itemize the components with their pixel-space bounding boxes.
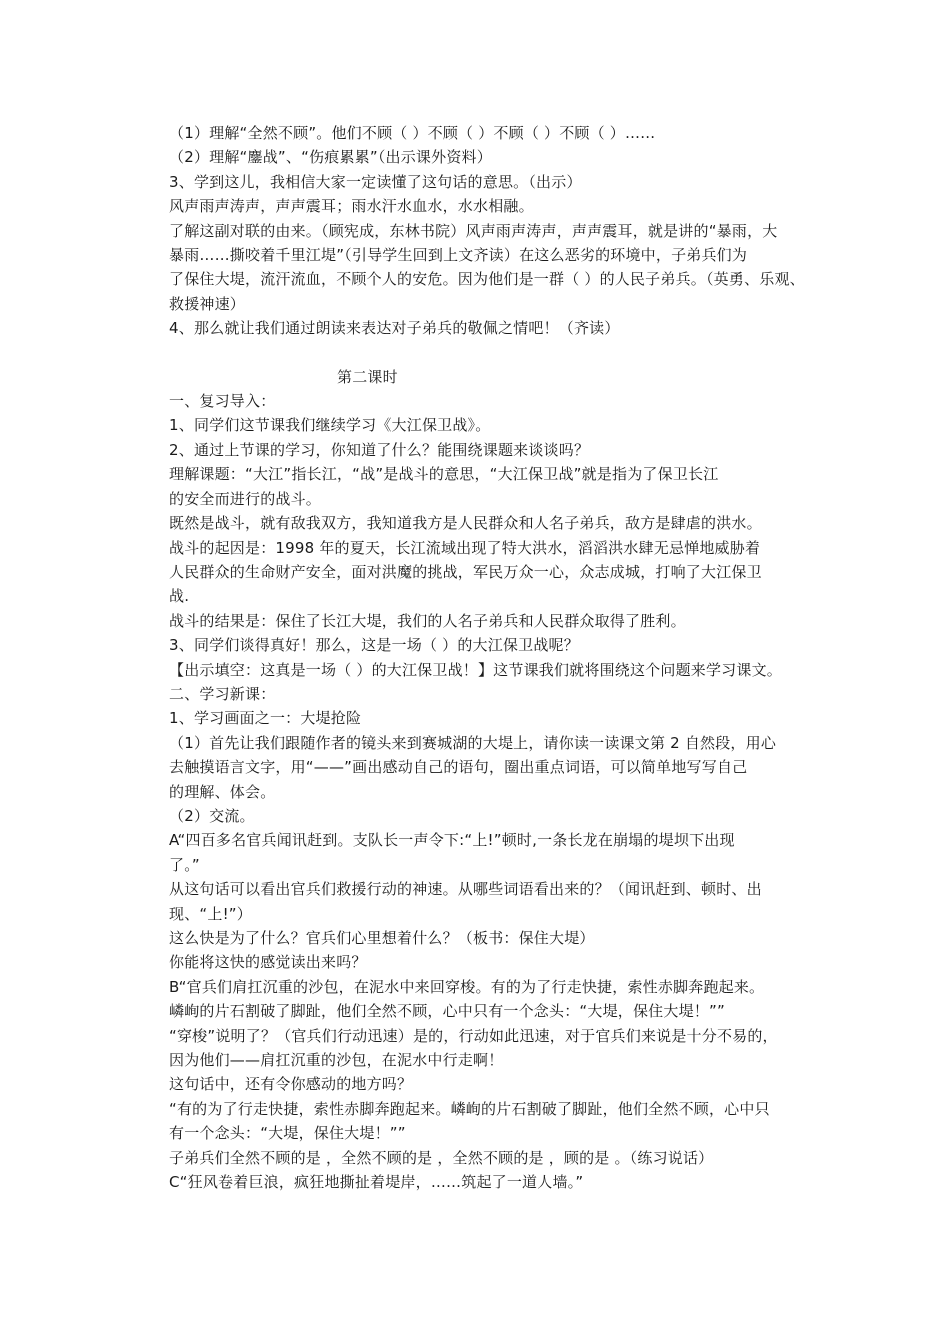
text-line: 既然是战斗，就有敌我双方，我知道我方是人民群众和人名子弟兵，敌方是肆虐的洪水。 [169, 514, 762, 533]
text-line: 了解这副对联的由来。（顾宪成，东林书院）风声雨声涛声，声声震耳，就是讲的“暴雨，大 [169, 221, 778, 240]
text-line: （1）首先让我们跟随作者的镜头来到赛城湖的大堤上，请你读一读课文第 2 自然段，用心 [169, 733, 777, 752]
section-heading: 第二课时 [337, 367, 398, 386]
text-block-bottom [169, 389, 829, 1194]
text-line: 的理解、体会。 [169, 782, 276, 801]
text-line: 这么快是为了什么？官兵们心里想着什么？（板书：保住大堤） [169, 929, 595, 947]
text-line: （2）交流。 [169, 806, 255, 825]
text-line: 1、学习画面之一：大堤抢险 [169, 709, 362, 728]
text-line: 这句话中，还有令你感动的地方吗？ [169, 1075, 413, 1094]
text-line: 子弟兵们全然不顾的是 ，全然不顾的是 ，全然不顾的是 ，顾的是 。（练习说话） [169, 1148, 714, 1167]
text-line: 战斗的起因是：1998 年的夏天，长江流域出现了特大洪水，滔滔洪水肆无忌惮地威胁着 [169, 538, 761, 557]
document-page [169, 121, 829, 1194]
text-line: 暴雨……撕咬着千里江堤”（引导学生回到上文齐读）在这么恶劣的环境中，子弟兵们为 [169, 246, 748, 265]
text-line: 现、“上!”） [169, 904, 252, 923]
text-line: 【出示填空：这真是一场（ ）的大江保卫战！】这节课我们就将围绕这个问题来学习课文。 [169, 660, 782, 679]
text-line: “穿梭”说明了？（官兵们行动迅速）是的，行动如此迅速，对于官兵们来说是十分不易的， [169, 1026, 778, 1045]
text-line: 3、同学们谈得真好！那么，这是一场（ ）的大江保卫战呢？ [169, 636, 579, 655]
text-line: 了。” [169, 855, 200, 874]
text-line: 了保住大堤，流汗流血，不顾个人的安危。因为他们是一群（ ）的人民子弟兵。（英勇、乐观、 [169, 270, 805, 289]
text-line: 二、学习新课： [169, 684, 276, 703]
text-line: 的安全而进行的战斗。 [169, 489, 322, 508]
blank-line [169, 341, 829, 365]
text-line: C“狂风卷着巨浪，疯狂地撕扯着堤岸，……筑起了一道人墙。” [169, 1173, 584, 1192]
text-line: 去触摸语言文字，用“——”画出感动自己的语句，圈出重点词语，可以简单地写写自己 [169, 758, 748, 777]
text-line: 3、学到这儿，我相信大家一定读懂了这句话的意思。（出示） [169, 172, 582, 191]
text-line: 你能将这快的感觉读出来吗？ [169, 953, 367, 972]
text-line: 风声雨声涛声，声声震耳；雨水汗水血水，水水相融。 [169, 197, 534, 216]
text-line: A“四百多名官兵闻讯赶到。支队长一声令下:“上!”顿时,一条长龙在崩塌的堤坝下出现 [169, 831, 735, 850]
text-line: “有的为了行走快捷，索性赤脚奔跑起来。嶙峋的片石割破了脚趾，他们全然不顾，心中只 [169, 1099, 770, 1118]
text-line: 一、复习导入： [169, 392, 276, 411]
text-line: 嶙峋的片石割破了脚趾，他们全然不顾，心中只有一个念头：“大堤，保住大堤！”” [169, 1002, 725, 1021]
text-line: 有一个念头：“大堤，保住大堤！”” [169, 1124, 406, 1143]
text-line: 从这句话可以看出官兵们救援行动的神速。从哪些词语看出来的？（闻讯赶到、顿时、出 [169, 880, 762, 899]
text-line: 2、通过上节课的学习，你知道了什么？能围绕课题来谈谈吗？ [169, 440, 590, 459]
text-line: 1、同学们这节课我们继续学习《大江保卫战》。 [169, 416, 491, 435]
text-line: B“官兵们肩扛沉重的沙包，在泥水中来回穿梭。有的为了行走快捷，索性赤脚奔跑起来。 [169, 977, 765, 996]
text-line: 人民群众的生命财产安全，面对洪魔的挑战，军民万众一心，众志成城，打响了大江保卫 [169, 562, 762, 581]
text-line: （1）理解“全然不顾”。他们不顾（ ）不顾（ ）不顾（ ）不顾（ ）…… [169, 124, 656, 142]
text-line: 4、那么就让我们通过朗读来表达对子弟兵的敬佩之情吧！（齐读） [169, 319, 620, 338]
text-line: 理解课题：“大江”指长江，“战”是战斗的意思，“大江保卫战”就是指为了保卫长江 [169, 465, 719, 484]
text-line: 战. [169, 587, 190, 606]
text-line: 救援神速） [169, 294, 246, 313]
text-block-top [169, 121, 829, 341]
text-line: （2）理解“鏖战”、“伤痕累累”（出示课外资料） [169, 148, 492, 167]
text-line: 战斗的结果是：保住了长江大堤，我们的人名子弟兵和人民群众取得了胜利。 [169, 611, 686, 630]
text-line: 因为他们——肩扛沉重的沙包，在泥水中行走啊！ [169, 1051, 504, 1070]
